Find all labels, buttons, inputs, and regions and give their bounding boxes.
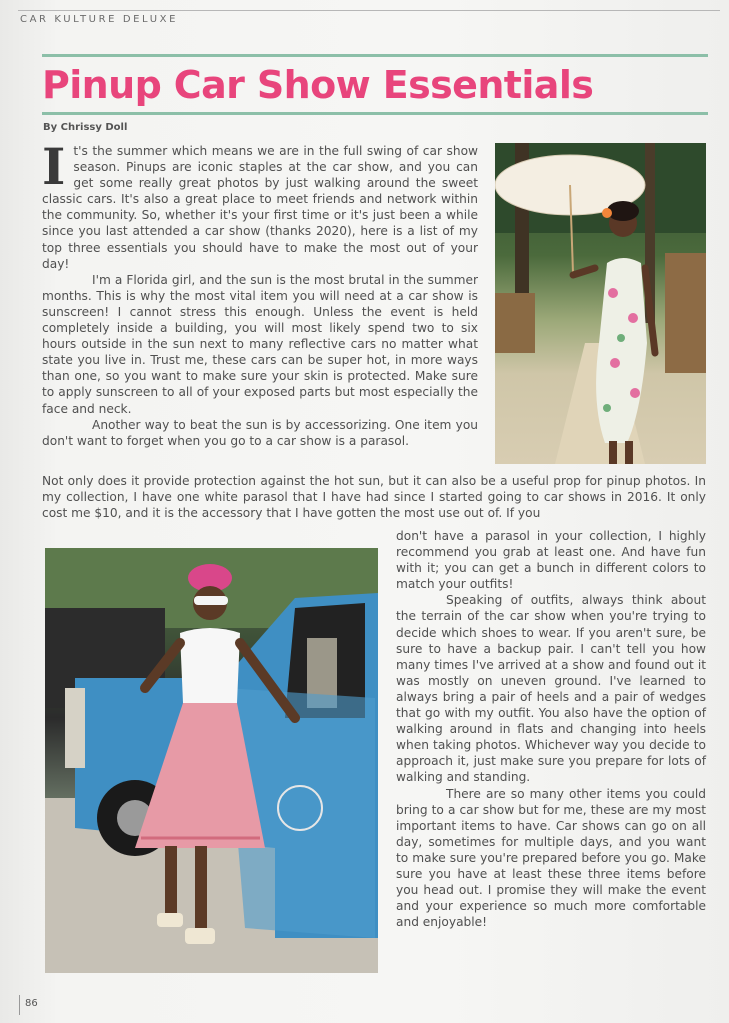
- paragraph-3b: Not only does it provide protection against the hot sun, but it can also be a useful prop for pinup photos. In my collection, I have one white parasol that I have had since I started going to car shows in 2016. It only cost me $10, and it is the accessory that I have gotten the most use out of. If you: [42, 474, 706, 521]
- article-column-full: [42, 473, 706, 521]
- paragraph-1-text: t's the summer which means we are in the full swing of car show season. Pinups are iconic staples at the car show, and you can get some really great photos by just walking around the sweet classic cars. It's also a great place to meet friends and network within the community. So, whether it's your first time or it's just been a while since you last attended a car show (thanks 2020), here is a list of my top three essentials you should have to make the most out of your day!: [42, 144, 478, 271]
- parasol-photo: [495, 143, 706, 464]
- paragraph-3c: don't have a parasol in your collection, I highly recommend you grab at least one. And have fun with it; you can get a bunch in different colors to match your outfits!: [396, 529, 706, 592]
- header-rule: [18, 10, 720, 11]
- paragraph-5: There are so many other items you could bring to a car show but for me, these are my most important items to have. Car shows can go on all day, sometimes for multiple days, and you want to make sure you're prepared before you go. Make sure you have at least these three items before you head out. I promise they will make the event and your experience so much more comfortable and enjoyable!: [396, 786, 706, 930]
- title-rule-top: [42, 54, 708, 57]
- paragraph-3a: Another way to beat the sun is by accessorizing. One item you don't want to forget when you go to a car show is a parasol.: [42, 417, 478, 448]
- paragraph-1: [42, 137, 478, 272]
- parasol-photo-illustration: [495, 143, 706, 464]
- drop-cap: I: [42, 137, 66, 196]
- article-title: Pinup Car Show Essentials: [42, 63, 594, 107]
- truck-photo-illustration: [45, 548, 378, 973]
- byline: By Chrissy Doll: [43, 122, 128, 133]
- truck-photo: [45, 548, 378, 973]
- title-rule-bottom: [42, 112, 708, 115]
- paragraph-2: I'm a Florida girl, and the sun is the most brutal in the summer months. This is why the most vital item you will need at a car show is sunscreen! I cannot stress this enough. Unless the event is held completely inside a building, you will most likely spend two to six hours outside in the sun next to many reflective cars no matter what state you live in. Trust me, these cars can be super hot, in more ways than one, so you want to make sure your skin is protected. Make sure to apply sunscreen to all of your exposed parts but most especially the face and neck.: [42, 272, 478, 416]
- article-column-right: [396, 528, 706, 930]
- article-column-top: [42, 137, 478, 449]
- paragraph-4: Speaking of outfits, always think about the terrain of the car show when you're trying to decide which shoes to wear. If you aren't sure, be sure to have a backup pair. I can't tell you how many times I've arrived at a show and found out it was mostly on uneven ground. I've learned to always bring a pair of heels and a pair of wedges that go with my outfit. You also have the option of walking around in flats and changing into heels when taking photos. Whichever way you decide to approach it, just make sure you prepare for lots of walking and standing.: [396, 593, 706, 785]
- page-number-rule: [19, 995, 20, 1015]
- magazine-name: CAR KULTURE DELUXE: [20, 14, 179, 25]
- page-number: 86: [25, 998, 38, 1009]
